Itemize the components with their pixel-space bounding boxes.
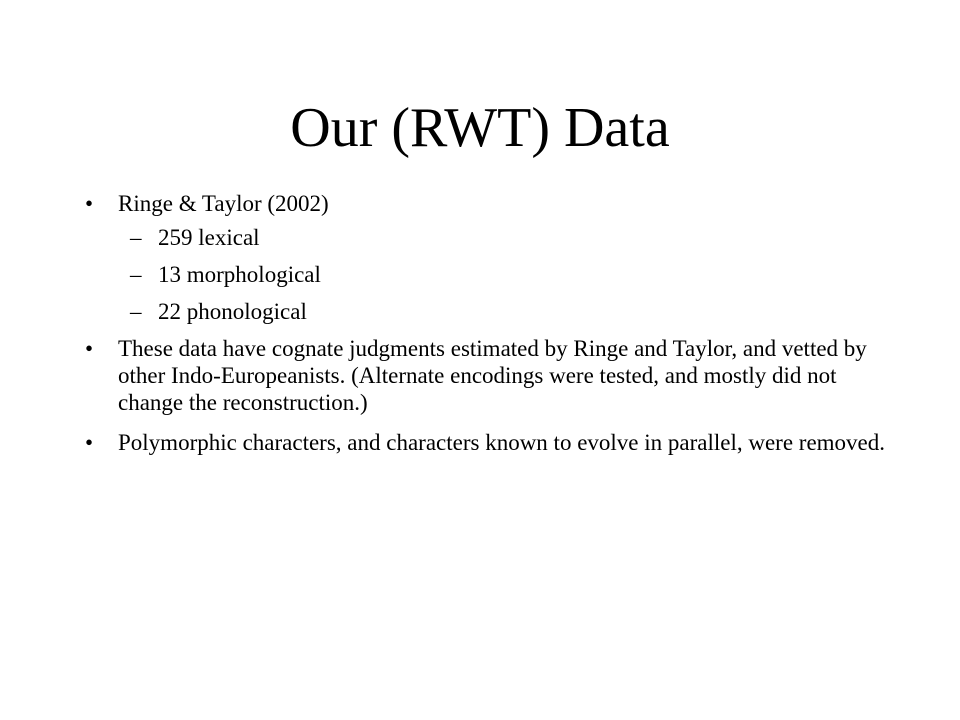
bullet-item <box>85 429 885 456</box>
sub-bullet-item <box>85 299 885 325</box>
sub-bullet-marker: – <box>130 262 142 287</box>
sub-bullet-item <box>85 262 885 288</box>
sub-bullet-text: 259 lexical <box>158 225 260 250</box>
bullet-marker: • <box>85 430 94 455</box>
bullet-item <box>85 190 885 217</box>
slide-body <box>85 190 885 456</box>
bullet-text: Ringe & Taylor (2002) <box>118 191 329 216</box>
bullet-marker: • <box>85 191 94 216</box>
bullet-text: These data have cognate judgments estimated by Ringe and Taylor, and vetted by other Indo-Europeanists. (Alternate encodings were tested, and mostly did not change the reconstruction.) <box>118 336 867 415</box>
bullet-text: Polymorphic characters, and characters known to evolve in parallel, were removed. <box>118 430 885 455</box>
sub-bullet-text: 22 phonological <box>158 299 307 324</box>
slide-title: Our (RWT) Data <box>290 97 670 159</box>
sub-bullet-marker: – <box>130 299 142 324</box>
sub-bullet-text: 13 morphological <box>158 262 321 287</box>
bullet-item <box>85 335 885 416</box>
bullet-marker: • <box>85 336 94 361</box>
sub-bullet-item <box>85 225 885 251</box>
sub-bullet-marker: – <box>130 225 142 250</box>
